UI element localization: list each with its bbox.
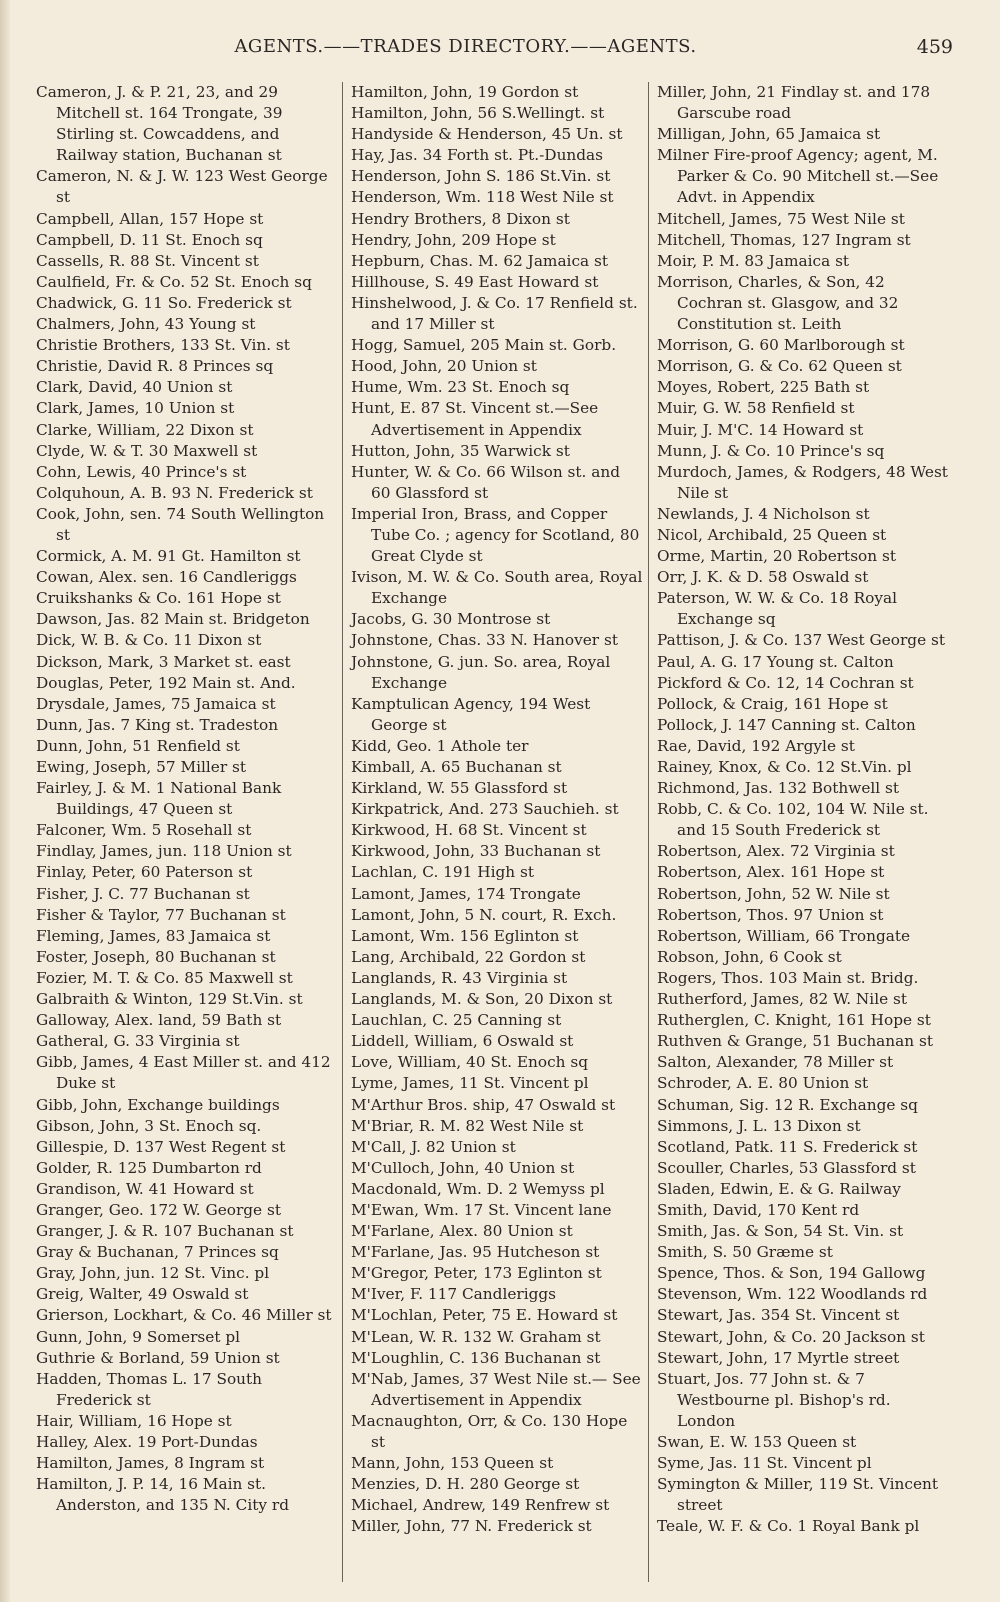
directory-entry: Kirkwood, John, 33 Buchanan st	[351, 842, 601, 861]
directory-entry: Kirkpatrick, And. 273 Sauchieh. st	[351, 800, 619, 819]
directory-entry: M'Loughlin, C. 136 Buchanan st	[351, 1348, 601, 1367]
directory-entry: Hogg, Samuel, 205 Main st. Gorb.	[351, 336, 617, 355]
directory-entry: Stevenson, Wm. 122 Woodlands rd	[657, 1285, 928, 1304]
directory-column-2	[342, 82, 648, 1582]
directory-entry: Kimball, A. 65 Buchanan st	[351, 758, 562, 776]
directory-entry: Lang, Archibald, 22 Gordon st	[351, 947, 586, 966]
directory-entry: Grierson, Lockhart, & Co. 46 Miller st	[36, 1306, 332, 1325]
directory-entry: Moyes, Robert, 225 Bath st	[657, 378, 870, 397]
directory-entry: Scouller, Charles, 53 Glassford st	[657, 1158, 916, 1177]
running-head: AGENTS.——TRADES DIRECTORY.——AGENTS.	[234, 36, 697, 57]
directory-entry: Fisher & Taylor, 77 Buchanan st	[36, 905, 286, 924]
directory-entry: Ruthven & Grange, 51 Buchanan st	[657, 1032, 933, 1051]
directory-entry: Munn, J. & Co. 10 Prince's sq	[657, 441, 885, 460]
directory-entry: Miller, John, 21 Findlay st. and 178 Garscube road	[657, 83, 931, 123]
directory-entry: Halley, Alex. 19 Port-Dundas	[36, 1433, 258, 1451]
directory-entry: Hepburn, Chas. M. 62 Jamaica st	[351, 251, 608, 270]
directory-entry: Clyde, W. & T. 30 Maxwell st	[36, 441, 258, 460]
directory-entry: Cohn, Lewis, 40 Prince's st	[36, 462, 247, 481]
directory-entry: Langlands, M. & Son, 20 Dixon st	[351, 990, 613, 1009]
directory-entry: Kidd, Geo. 1 Athole ter	[351, 736, 529, 755]
directory-entry: Fisher, J. C. 77 Buchanan st	[36, 884, 250, 903]
directory-entry: Robertson, Alex. 72 Virginia st	[657, 842, 895, 861]
directory-entry: Mitchell, Thomas, 127 Ingram st	[657, 230, 911, 249]
directory-entry: Newlands, J. 4 Nicholson st	[657, 504, 870, 523]
directory-entry: Granger, Geo. 172 W. George st	[36, 1200, 281, 1219]
directory-entry: Cameron, N. & J. W. 123 West George st	[36, 167, 328, 207]
directory-column-1	[36, 82, 342, 1582]
directory-entry: Syme, Jas. 11 St. Vincent pl	[657, 1454, 872, 1473]
directory-entry: Jacobs, G. 30 Montrose st	[351, 610, 551, 629]
directory-entry: Swan, E. W. 153 Queen st	[657, 1433, 857, 1451]
directory-entry: Henderson, Wm. 118 West Nile st	[351, 188, 614, 207]
directory-entry: Miller, John, 77 N. Frederick st	[351, 1517, 592, 1536]
directory-entry: M'Nab, James, 37 West Nile st.— See Advertisement in Appendix	[351, 1369, 641, 1409]
directory-entry: Chalmers, John, 43 Young st	[36, 315, 256, 334]
directory-entry: Stuart, Jos. 77 John st. & 7 Westbourne pl. Bishop's rd. London	[657, 1369, 891, 1430]
directory-entry: Christie, David R. 8 Princes sq	[36, 357, 274, 376]
directory-entry: Schuman, Sig. 12 R. Exchange sq	[657, 1095, 918, 1114]
directory-entry: Spence, Thos. & Son, 194 Gallowg	[657, 1264, 926, 1283]
directory-entry: Chadwick, G. 11 So. Frederick st	[36, 293, 292, 312]
directory-entry: Liddell, William, 6 Oswald st	[351, 1032, 574, 1051]
directory-entry: Schroder, A. E. 80 Union st	[657, 1074, 869, 1093]
directory-entry: Douglas, Peter, 192 Main st. And.	[36, 673, 296, 692]
directory-entry: Lauchlan, C. 25 Canning st	[351, 1011, 562, 1030]
directory-entry: Kirkland, W. 55 Glassford st	[351, 779, 568, 798]
directory-entry: Imperial Iron, Brass, and Copper Tube Co. ; agency for Scotland, 80 Great Clyde st	[351, 504, 640, 566]
directory-entry: Hunt, E. 87 St. Vincent st.—See Advertisement in Appendix	[351, 399, 599, 439]
directory-entry: Love, William, 40 St. Enoch sq	[351, 1053, 588, 1072]
directory-entry: Campbell, Allan, 157 Hope st	[36, 209, 264, 228]
directory-entry: Morrison, G. & Co. 62 Queen st	[657, 357, 902, 376]
directory-entry: Michael, Andrew, 149 Renfrew st	[351, 1496, 610, 1515]
directory-entry: M'Culloch, John, 40 Union st	[351, 1158, 575, 1177]
directory-entry: Gillespie, D. 137 West Regent st	[36, 1137, 286, 1156]
directory-entry: Hamilton, James, 8 Ingram st	[36, 1454, 265, 1473]
directory-column-3	[648, 82, 954, 1582]
directory-entry: M'Arthur Bros. ship, 47 Oswald st	[351, 1095, 616, 1114]
directory-entry: Granger, J. & R. 107 Buchanan st	[36, 1222, 294, 1241]
directory-entry: Pattison, J. & Co. 137 West George st	[657, 631, 946, 650]
directory-entry: Kirkwood, H. 68 St. Vincent st	[351, 821, 587, 840]
directory-entry: M'Briar, R. M. 82 West Nile st	[351, 1116, 584, 1135]
directory-entry: Hamilton, John, 19 Gordon st	[351, 83, 579, 101]
directory-entry: Richmond, Jas. 132 Bothwell st	[657, 779, 900, 798]
directory-entry: Rainey, Knox, & Co. 12 St.Vin. pl	[657, 758, 912, 776]
directory-entry: Scotland, Patk. 11 S. Frederick st	[657, 1137, 918, 1156]
directory-entry: M'Iver, F. 117 Candleriggs	[351, 1285, 557, 1304]
directory-entry: Cassells, R. 88 St. Vincent st	[36, 251, 259, 270]
directory-entry: Ewing, Joseph, 57 Miller st	[36, 758, 247, 776]
directory-entry: Morrison, G. 60 Marlborough st	[657, 336, 905, 355]
directory-entry: M'Farlane, Jas. 95 Hutcheson st	[351, 1243, 600, 1262]
directory-entry: Robertson, William, 66 Trongate	[657, 926, 911, 945]
directory-entry: Fleming, James, 83 Jamaica st	[36, 926, 271, 945]
directory-entry: Langlands, R. 43 Virginia st	[351, 968, 568, 987]
directory-entry: Lamont, Wm. 156 Eglinton st	[351, 926, 579, 945]
directory-entry: Henderson, John S. 186 St.Vin. st	[351, 167, 611, 186]
directory-entry: Hendry Brothers, 8 Dixon st	[351, 209, 570, 228]
directory-entry: Macnaughton, Orr, & Co. 130 Hope st	[351, 1411, 628, 1451]
directory-entry: Simmons, J. L. 13 Dixon st	[657, 1116, 861, 1135]
directory-entry: Greig, Walter, 49 Oswald st	[36, 1285, 249, 1304]
directory-entry: Galloway, Alex. land, 59 Bath st	[36, 1011, 282, 1030]
directory-entry: Cruikshanks & Co. 161 Hope st	[36, 589, 281, 608]
directory-entry: Hamilton, J. P. 14, 16 Main st. Anderston, and 135 N. City rd	[36, 1475, 290, 1515]
directory-entry: Robson, John, 6 Cook st	[657, 947, 842, 966]
directory-entry: Salton, Alexander, 78 Miller st	[657, 1053, 894, 1072]
directory-entry: Lyme, James, 11 St. Vincent pl	[351, 1074, 589, 1093]
directory-entry: Hume, Wm. 23 St. Enoch sq	[351, 378, 570, 397]
directory-entry: Golder, R. 125 Dumbarton rd	[36, 1158, 262, 1177]
directory-entry: Teale, W. F. & Co. 1 Royal Bank pl	[657, 1517, 920, 1536]
directory-entry: Robertson, John, 52 W. Nile st	[657, 884, 890, 903]
directory-entry: Smith, S. 50 Græme st	[657, 1243, 833, 1262]
directory-entry: Dunn, Jas. 7 King st. Tradeston	[36, 715, 279, 734]
directory-entry: Galbraith & Winton, 129 St.Vin. st	[36, 990, 303, 1009]
directory-entry: Muir, G. W. 58 Renfield st	[657, 399, 855, 418]
directory-entry: Johnstone, Chas. 33 N. Hanover st	[351, 631, 618, 650]
directory-entry: Colquhoun, A. B. 93 N. Frederick st	[36, 483, 313, 502]
directory-entry: Hillhouse, S. 49 East Howard st	[351, 272, 599, 291]
directory-entry: Cook, John, sen. 74 South Wellington st	[36, 504, 325, 544]
directory-entry: Smith, Jas. & Son, 54 St. Vin. st	[657, 1222, 904, 1241]
directory-entry: Fairley, J. & M. 1 National Bank Buildings, 47 Queen st	[36, 779, 282, 819]
directory-entry: Lachlan, C. 191 High st	[351, 863, 534, 882]
directory-entry: Findlay, James, jun. 118 Union st	[36, 842, 292, 861]
directory-entry: Falconer, Wm. 5 Rosehall st	[36, 821, 252, 840]
directory-entry: Hutton, John, 35 Warwick st	[351, 441, 570, 460]
directory-entry: Murdoch, James, & Rodgers, 48 West Nile st	[657, 462, 948, 502]
directory-entry: Johnstone, G. jun. So. area, Royal Exchange	[351, 652, 611, 692]
directory-entry: Foster, Joseph, 80 Buchanan st	[36, 947, 276, 966]
directory-entry: Gibb, James, 4 East Miller st. and 412 Duke st	[36, 1053, 331, 1093]
directory-entry: Gray, John, jun. 12 St. Vinc. pl	[36, 1264, 270, 1283]
directory-entry: Gibson, John, 3 St. Enoch sq.	[36, 1116, 262, 1135]
page-binding-edge	[0, 0, 10, 1602]
directory-entry: Dickson, Mark, 3 Market st. east	[36, 652, 291, 671]
directory-entry: Gibb, John, Exchange buildings	[36, 1095, 280, 1114]
directory-entry: Robertson, Thos. 97 Union st	[657, 905, 884, 924]
directory-entry: Gatheral, G. 33 Virginia st	[36, 1032, 240, 1051]
directory-entry: Dick, W. B. & Co. 11 Dixon st	[36, 631, 262, 650]
directory-entry: Clark, David, 40 Union st	[36, 378, 233, 397]
directory-entry: Paul, A. G. 17 Young st. Calton	[657, 652, 894, 671]
directory-entry: Cormick, A. M. 91 Gt. Hamilton st	[36, 547, 301, 566]
directory-entry: Hendry, John, 209 Hope st	[351, 230, 556, 249]
page-header	[38, 36, 953, 68]
directory-entry: Symington & Miller, 119 St. Vincent street	[657, 1475, 939, 1515]
directory-entry: Hinshelwood, J. & Co. 17 Renfield st. and 17 Miller st	[351, 293, 638, 334]
directory-entry: Robertson, Alex. 161 Hope st	[657, 863, 885, 882]
directory-entry: Rutherglen, C. Knight, 161 Hope st	[657, 1011, 931, 1030]
directory-entry: Paterson, W. W. & Co. 18 Royal Exchange sq	[657, 589, 897, 629]
directory-entry: Campbell, D. 11 St. Enoch sq	[36, 230, 263, 249]
directory-entry: Robb, C. & Co. 102, 104 W. Nile st. and 15 South Frederick st	[657, 800, 929, 840]
directory-entry: Sladen, Edwin, E. & G. Railway	[657, 1179, 901, 1198]
directory-entry: M'Lean, W. R. 132 W. Graham st	[351, 1327, 601, 1346]
directory-entry: Nicol, Archibald, 25 Queen st	[657, 525, 887, 544]
directory-entry: Pollock, & Craig, 161 Hope st	[657, 694, 888, 713]
directory-entry: Ivison, M. W. & Co. South area, Royal Exchange	[351, 568, 643, 608]
directory-entry: Fozier, M. T. & Co. 85 Maxwell st	[36, 968, 293, 987]
directory-entry: Christie Brothers, 133 St. Vin. st	[36, 336, 290, 355]
directory-entry: Kamptulican Agency, 194 West George st	[351, 694, 591, 734]
directory-entry: Stewart, Jas. 354 St. Vincent st	[657, 1306, 900, 1325]
directory-entry: Morrison, Charles, & Son, 42 Cochran st. Glasgow, and 32 Constitution st. Leith	[657, 272, 899, 334]
directory-entry: Milligan, John, 65 Jamaica st	[657, 125, 881, 144]
directory-entry: M'Ewan, Wm. 17 St. Vincent lane	[351, 1200, 612, 1219]
directory-entry: Rogers, Thos. 103 Main st. Bridg.	[657, 968, 919, 987]
directory-entry: Dunn, John, 51 Renfield st	[36, 736, 240, 755]
directory-entry: Orme, Martin, 20 Robertson st	[657, 547, 896, 566]
directory-entry: Cameron, J. & P. 21, 23, and 29 Mitchell st. 164 Trongate, 39 Stirling st. Cowcaddens, and Railway station, Buchanan st	[36, 83, 283, 165]
directory-entry: M'Call, J. 82 Union st	[351, 1137, 516, 1156]
directory-entry: Pickford & Co. 12, 14 Cochran st	[657, 673, 914, 692]
page-number: 459	[916, 36, 953, 58]
directory-entry: Muir, J. M'C. 14 Howard st	[657, 420, 864, 439]
directory-entry: Pollock, J. 147 Canning st. Calton	[657, 715, 916, 734]
directory-entry: Mann, John, 153 Queen st	[351, 1454, 554, 1473]
directory-entry: Lamont, James, 174 Trongate	[351, 884, 581, 903]
directory-entry: Clarke, William, 22 Dixon st	[36, 420, 254, 439]
directory-entry: Guthrie & Borland, 59 Union st	[36, 1348, 280, 1367]
directory-entry: Stewart, John, & Co. 20 Jackson st	[657, 1327, 925, 1346]
directory-entry: Hair, William, 16 Hope st	[36, 1411, 232, 1430]
directory-entry: Hay, Jas. 34 Forth st. Pt.-Dundas	[351, 146, 604, 165]
directory-entry: Hadden, Thomas L. 17 South Frederick st	[36, 1369, 263, 1409]
directory-entry: Gray & Buchanan, 7 Princes sq	[36, 1243, 279, 1262]
directory-entry: Smith, David, 170 Kent rd	[657, 1200, 860, 1219]
directory-entry: Rae, David, 192 Argyle st	[657, 736, 855, 755]
directory-entry: Lamont, John, 5 N. court, R. Exch.	[351, 905, 617, 924]
directory-entry: Cowan, Alex. sen. 16 Candleriggs	[36, 568, 297, 587]
directory-entry: Drysdale, James, 75 Jamaica st	[36, 694, 276, 713]
directory-entry: Orr, J. K. & D. 58 Oswald st	[657, 568, 869, 587]
directory-entry: Caulfield, Fr. & Co. 52 St. Enoch sq	[36, 272, 312, 291]
directory-entry: M'Gregor, Peter, 173 Eglinton st	[351, 1264, 602, 1283]
directory-entry: Stewart, John, 17 Myrtle street	[657, 1348, 900, 1367]
directory-entry: Clark, James, 10 Union st	[36, 399, 235, 418]
directory-entry: Mitchell, James, 75 West Nile st	[657, 209, 905, 228]
directory-entry: Hood, John, 20 Union st	[351, 357, 537, 376]
directory-entry: Rutherford, James, 82 W. Nile st	[657, 990, 908, 1009]
directory-columns	[36, 82, 956, 1582]
directory-entry: Dawson, Jas. 82 Main st. Bridgeton	[36, 610, 310, 629]
directory-entry: Handyside & Henderson, 45 Un. st	[351, 125, 623, 144]
directory-entry: Moir, P. M. 83 Jamaica st	[657, 251, 850, 270]
directory-entry: Finlay, Peter, 60 Paterson st	[36, 863, 253, 882]
directory-entry: M'Lochlan, Peter, 75 E. Howard st	[351, 1306, 618, 1325]
directory-entry: M'Farlane, Alex. 80 Union st	[351, 1222, 573, 1241]
directory-entry: Gunn, John, 9 Somerset pl	[36, 1327, 241, 1346]
directory-entry: Macdonald, Wm. D. 2 Wemyss pl	[351, 1179, 605, 1198]
directory-entry: Hunter, W. & Co. 66 Wilson st. and 60 Glassford st	[351, 462, 621, 502]
directory-entry: Grandison, W. 41 Howard st	[36, 1179, 254, 1198]
directory-entry: Milner Fire-proof Agency; agent, M. Parker & Co. 90 Mitchell st.—See Advt. in Appendix	[657, 146, 939, 207]
directory-entry: Hamilton, John, 56 S.Wellingt. st	[351, 104, 605, 123]
directory-entry: Menzies, D. H. 280 George st	[351, 1475, 580, 1494]
